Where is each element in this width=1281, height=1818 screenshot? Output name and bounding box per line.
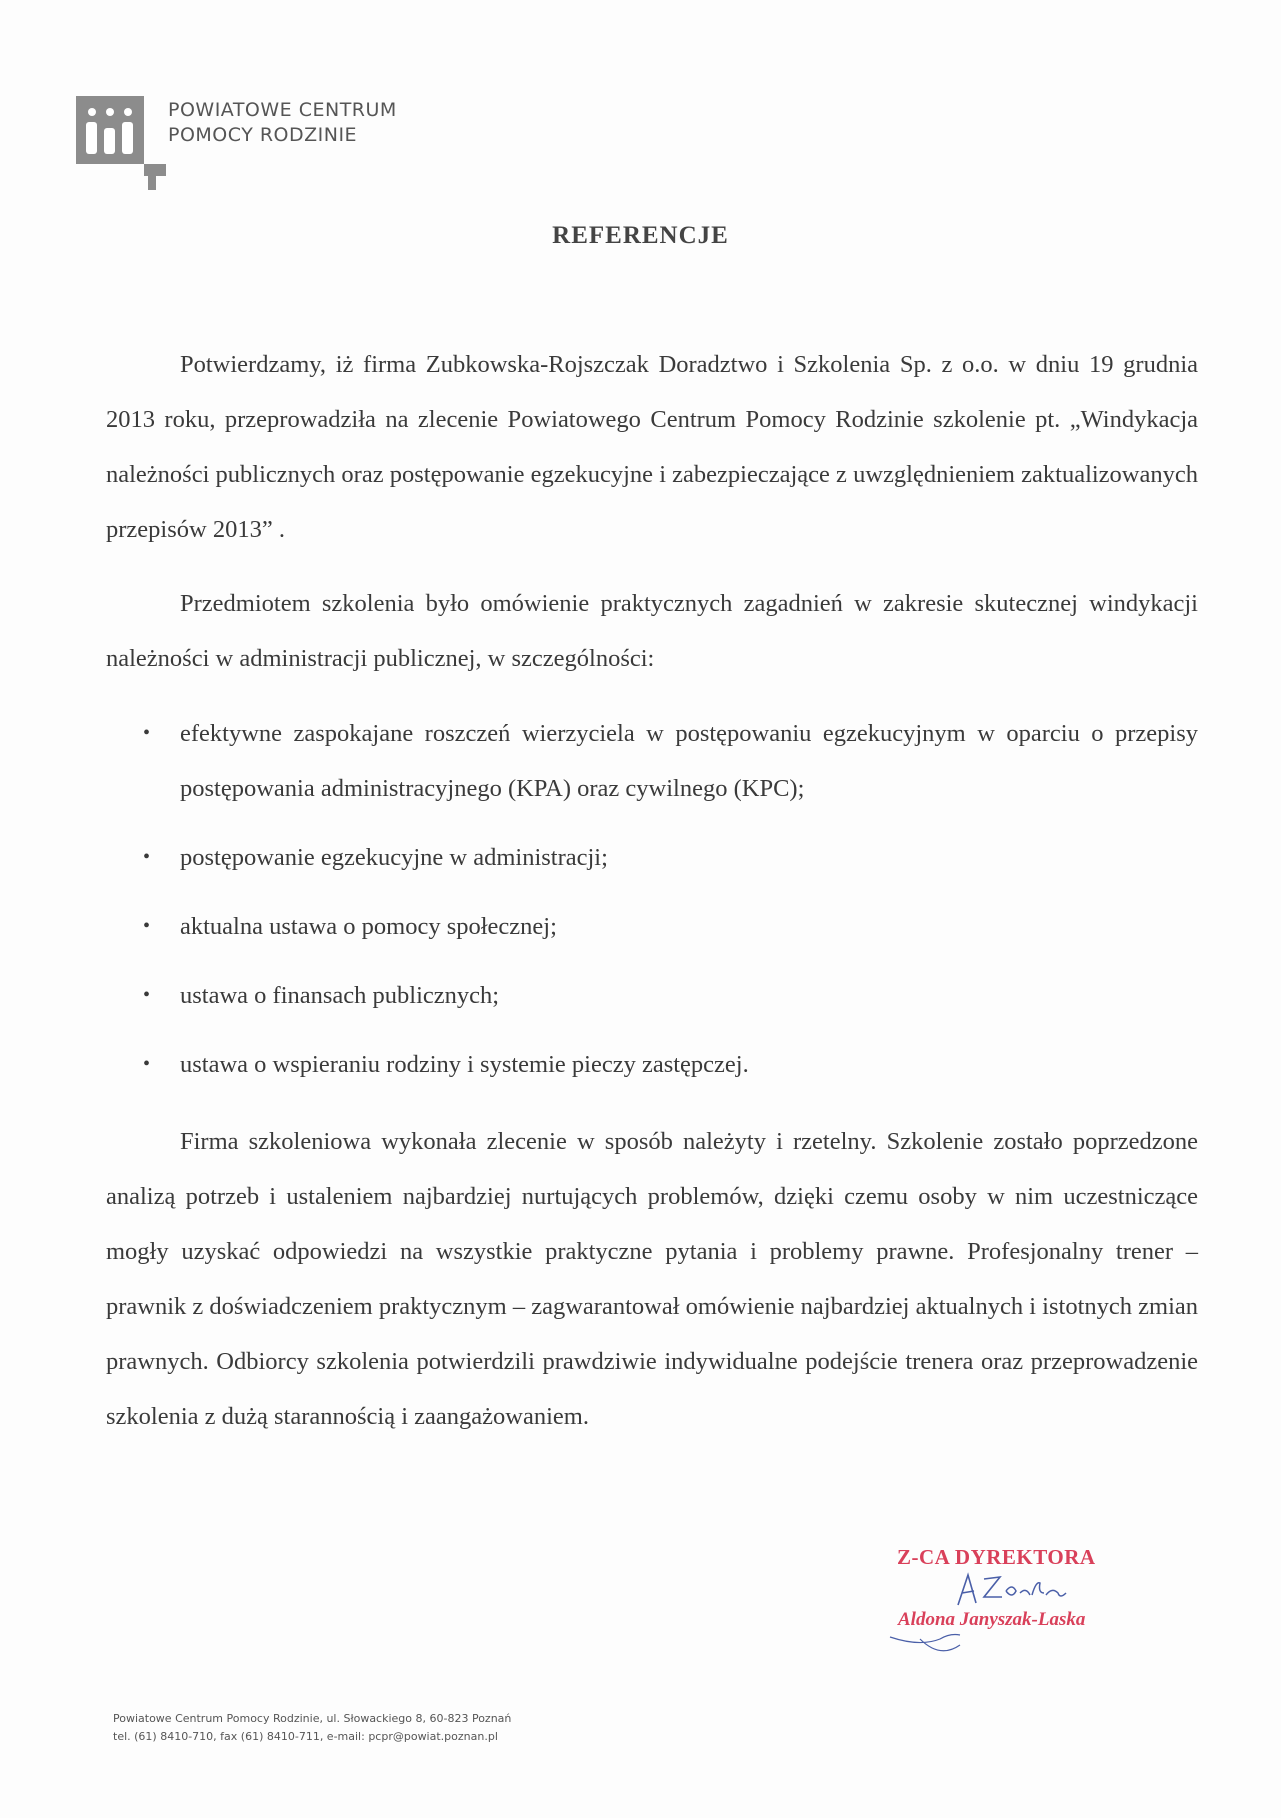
list-item xyxy=(106,968,1198,1023)
list-item xyxy=(106,1037,1198,1092)
paragraph-evaluation: Firma szkoleniowa wykonała zlecenie w sposób należyty i rzetelny. Szkolenie zostało poprzedzone analizą potrzeb i ustaleniem najbardziej nurtujących problemów, dzięki czemu osoby w nim uczestniczące mogły uzyskać odpowiedzi na wszystkie praktyczne pytania i problemy prawne. Profesjonalny trener – prawnik z doświadczeniem praktycznym – zagwarantował omówienie najbardziej aktualnych i istotnych zmian prawnych. Odbiorcy szkolenia potwierdzili prawdziwie indywidualne podejście trenera oraz przeprowadzenie szkolenia z dużą starannością i zaangażowaniem. xyxy=(106,1128,1198,1430)
pcpr-logo-icon xyxy=(74,94,174,194)
bullet-icon: • xyxy=(143,984,151,1006)
footer-address: Powiatowe Centrum Pomocy Rodzinie, ul. Słowackiego 8, 60-823 Poznań xyxy=(113,1712,512,1725)
letterhead xyxy=(74,94,494,204)
bullet-icon: • xyxy=(143,915,151,937)
stamp-name: Aldona Janyszak-Laska xyxy=(898,1609,1086,1630)
bullet-icon: • xyxy=(143,722,151,744)
organization-name-line2: POMOCY RODZINIE xyxy=(168,124,358,146)
list-item-text: ustawa o wspieraniu rodziny i systemie pieczy zastępczej. xyxy=(180,1051,749,1078)
document-title: REFERENCJE xyxy=(552,222,729,249)
paragraph-confirmation: Potwierdzamy, iż firma Zubkowska-Rojszczak Doradztwo i Szkolenia Sp. z o.o. w dniu 19 grudnia 2013 roku, przeprowadziła na zlecenie Powiatowego Centrum Pomocy Rodzinie szkolenie pt. „Windykacja należności publicznych oraz postępowanie egzekucyjne i zabezpieczające z uwzględnieniem zaktualizowanych przepisów 2013” . xyxy=(106,351,1198,543)
stamp-title: Z-CA DYREKTORA xyxy=(897,1545,1096,1569)
list-item-text: aktualna ustawa o pomocy społecznej; xyxy=(180,913,557,940)
organization-name xyxy=(168,98,397,148)
list-item-text: postępowanie egzekucyjne w administracji; xyxy=(180,844,608,871)
paragraph-subject: Przedmiotem szkolenia było omówienie praktycznych zagadnień w zakresie skutecznej windykacji należności w administracji publicznej, w szczególności: xyxy=(106,590,1198,672)
organization-name-line1: POWIATOWE CENTRUM xyxy=(168,99,397,121)
list-item-text: ustawa o finansach publicznych; xyxy=(180,982,500,1009)
list-item xyxy=(106,830,1198,885)
footer xyxy=(113,1710,511,1746)
list-item xyxy=(106,899,1198,954)
list-item xyxy=(106,706,1198,816)
letter-body xyxy=(106,337,1198,1464)
footer-contact: tel. (61) 8410-710, fax (61) 8410-711, e-mail: pcpr@powiat.poznan.pl xyxy=(113,1730,498,1743)
signature-block xyxy=(880,1545,1220,1665)
topics-list xyxy=(106,706,1198,1092)
list-item-text: efektywne zaspokajane roszczeń wierzyciela w postępowaniu egzekucyjnym w oparciu o przepisy postępowania administracyjnego (KPA) oraz cywilnego (KPC); xyxy=(180,720,1198,802)
bullet-icon: • xyxy=(143,846,151,868)
bullet-icon: • xyxy=(143,1053,151,1075)
